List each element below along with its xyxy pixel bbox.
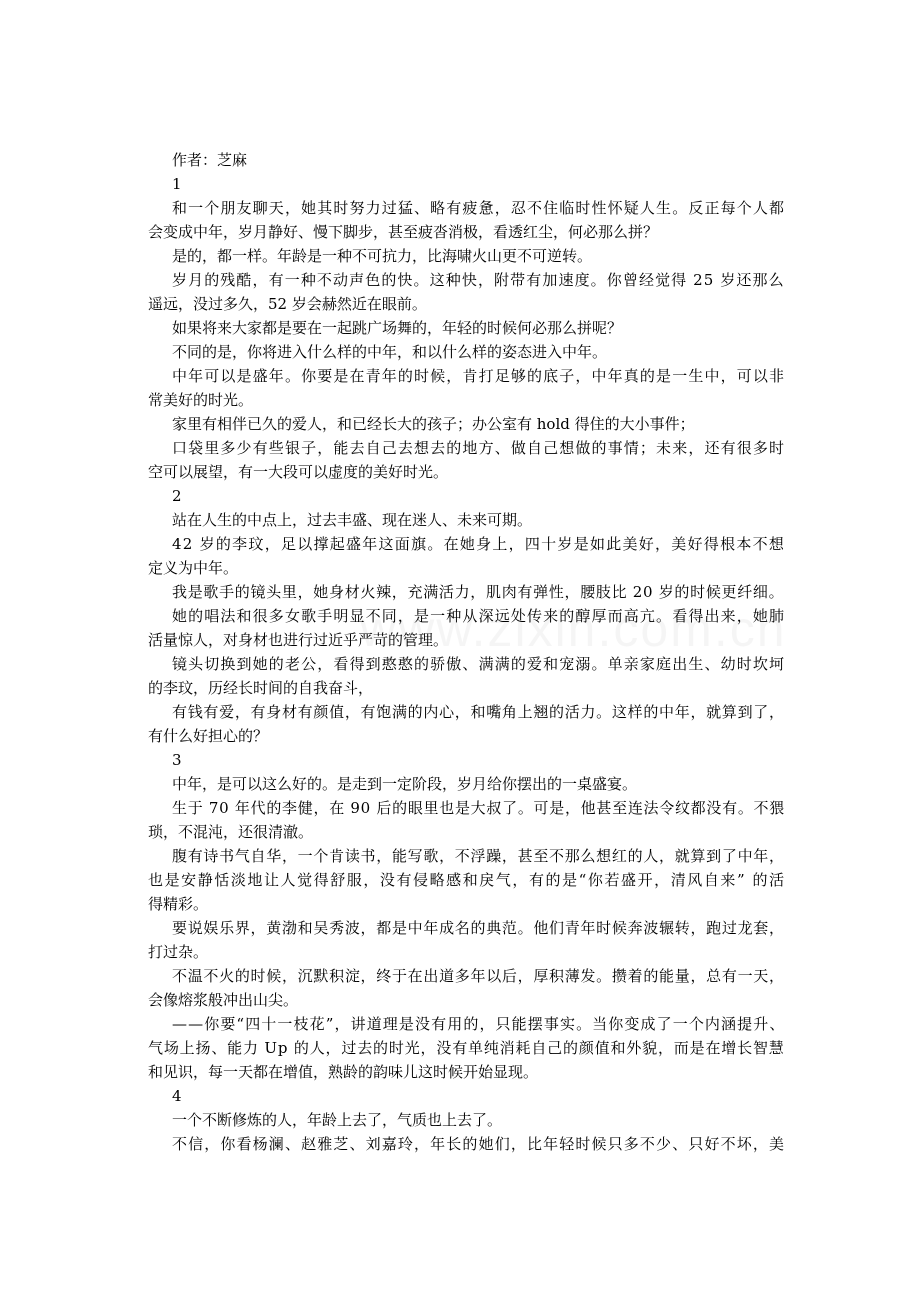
- text-line: 也是安静恬淡地让人觉得舒服，没有侵略感和戾气，有的是“你若盛开，清风自来” 的活: [148, 871, 786, 889]
- text-line: 腹有诗书气自华，一个肯读书，能写歌，不浮躁，甚至不那么想红的人，就算到了中年，: [172, 847, 785, 865]
- text-line: 中年，是可以这么好的。是走到一定阶段，岁月给你摆出的一桌盛宴。: [172, 775, 638, 793]
- text-line: ——你要“四十一枝花”，讲道理是没有用的，只能摆事实。当你变成了一个内涵提升、: [172, 1015, 786, 1033]
- text-line: 有什么好担心的？: [148, 727, 269, 745]
- text-line: 42 岁的李玟，足以撑起盛年这面旗。在她身上，四十岁是如此美好，美好得根本不想: [172, 535, 786, 553]
- text-line: 镜头切换到她的老公，看得到憨憨的骄傲、满满的爱和宠溺。单亲家庭出生、幼时坎坷: [172, 655, 786, 673]
- text-line: 气场上扬、能力 Up 的人，过去的时光，没有单纯消耗自己的颜值和外貌，而是在增长智慧: [148, 1039, 785, 1057]
- text-line: 不同的是，你将进入什么样的中年，和以什么样的姿态进入中年。: [172, 343, 608, 361]
- text-line: 如果将来大家都是要在一起跳广场舞的，年轻的时候何必那么拼呢？: [172, 319, 623, 337]
- text-line: 会像熔浆般冲出山尖。: [148, 991, 299, 1009]
- text-line: 常美好的时光。: [148, 391, 254, 409]
- text-line: 生于 70 年代的李健，在 90 后的眼里也是大叔了。可是，他甚至连法令纹都没有。不猥: [172, 799, 785, 817]
- text-line: 2: [172, 487, 182, 505]
- text-line: 4: [172, 1087, 182, 1105]
- text-line: 不信，你看杨澜、赵雅芝、刘嘉玲，年长的她们，比年轻时候只多不少、只好不坏，美: [172, 1135, 786, 1153]
- text-line: 要说娱乐界，黄渤和吴秀波，都是中年成名的典范。他们青年时候奔波辗转，跑过龙套，: [172, 919, 785, 937]
- text-line: 遥远，没过多久，52 岁会赫然近在眼前。: [148, 295, 427, 313]
- text-line: 的李玟，历经长时间的自我奋斗，: [148, 679, 374, 697]
- text-line: 是的，都一样。年龄是一种不可抗力，比海啸火山更不可逆转。: [172, 247, 593, 265]
- text-line: 作者：芝麻: [172, 151, 248, 169]
- text-line: 中年可以是盛年。你要是在青年的时候，肯打足够的底子，中年真的是一生中，可以非: [172, 367, 786, 385]
- text-line: 有钱有爱，有身材有颜值，有饱满的内心，和嘴角上翘的活力。这样的中年，就算到了，: [172, 703, 785, 721]
- text-line: 和一个朋友聊天，她其时努力过猛、略有疲惫，忍不住临时性怀疑人生。反正每个人都: [172, 199, 786, 217]
- text-line: 会变成中年，岁月静好、慢下脚步，甚至疲沓消极，看透红尘，何必那么拼？: [148, 223, 659, 241]
- text-line: 活量惊人，对身材也进行过近乎严苛的管理。: [148, 631, 449, 649]
- text-line: 站在人生的中点上，过去丰盛、现在迷人、未来可期。: [172, 511, 533, 529]
- text-line: 岁月的残酷，有一种不动声色的快。这种快，附带有加速度。你曾经觉得 25 岁还那么: [172, 271, 785, 289]
- text-line: 和见识，每一天都在增值，熟龄的韵味儿这时候开始显现。: [148, 1063, 539, 1081]
- text-line: 她的唱法和很多女歌手明显不同，是一种从深远处传来的醇厚而高亢。看得出来，她肺: [172, 607, 786, 625]
- text-line: 打过杂。: [148, 943, 209, 961]
- text-line: 琐，不混沌，还很清澈。: [148, 823, 314, 841]
- text-line: 定义为中年。: [148, 559, 239, 577]
- text-line: 我是歌手的镜头里，她身材火辣，充满活力，肌肉有弹性，腰肢比 20 岁的时候更纤细。: [172, 583, 785, 601]
- text-line: 3: [172, 751, 182, 769]
- text-line: 一个不断修炼的人，年龄上去了，气质也上去了。: [172, 1111, 503, 1129]
- text-line: 家里有相伴已久的爱人，和已经长大的孩子；办公室有 hold 得住的大小事件；: [172, 415, 695, 433]
- text-line: 得精彩。: [148, 895, 209, 913]
- text-line: 1: [172, 175, 182, 193]
- text-line: 口袋里多少有些银子，能去自己去想去的地方、做自己想做的事情；未来，还有很多时: [172, 439, 786, 457]
- text-line: 不温不火的时候，沉默积淀，终于在出道多年以后，厚积薄发。攒着的能量，总有一天，: [172, 967, 785, 985]
- text-line: 空可以展望，有一大段可以虚度的美好时光。: [148, 463, 449, 481]
